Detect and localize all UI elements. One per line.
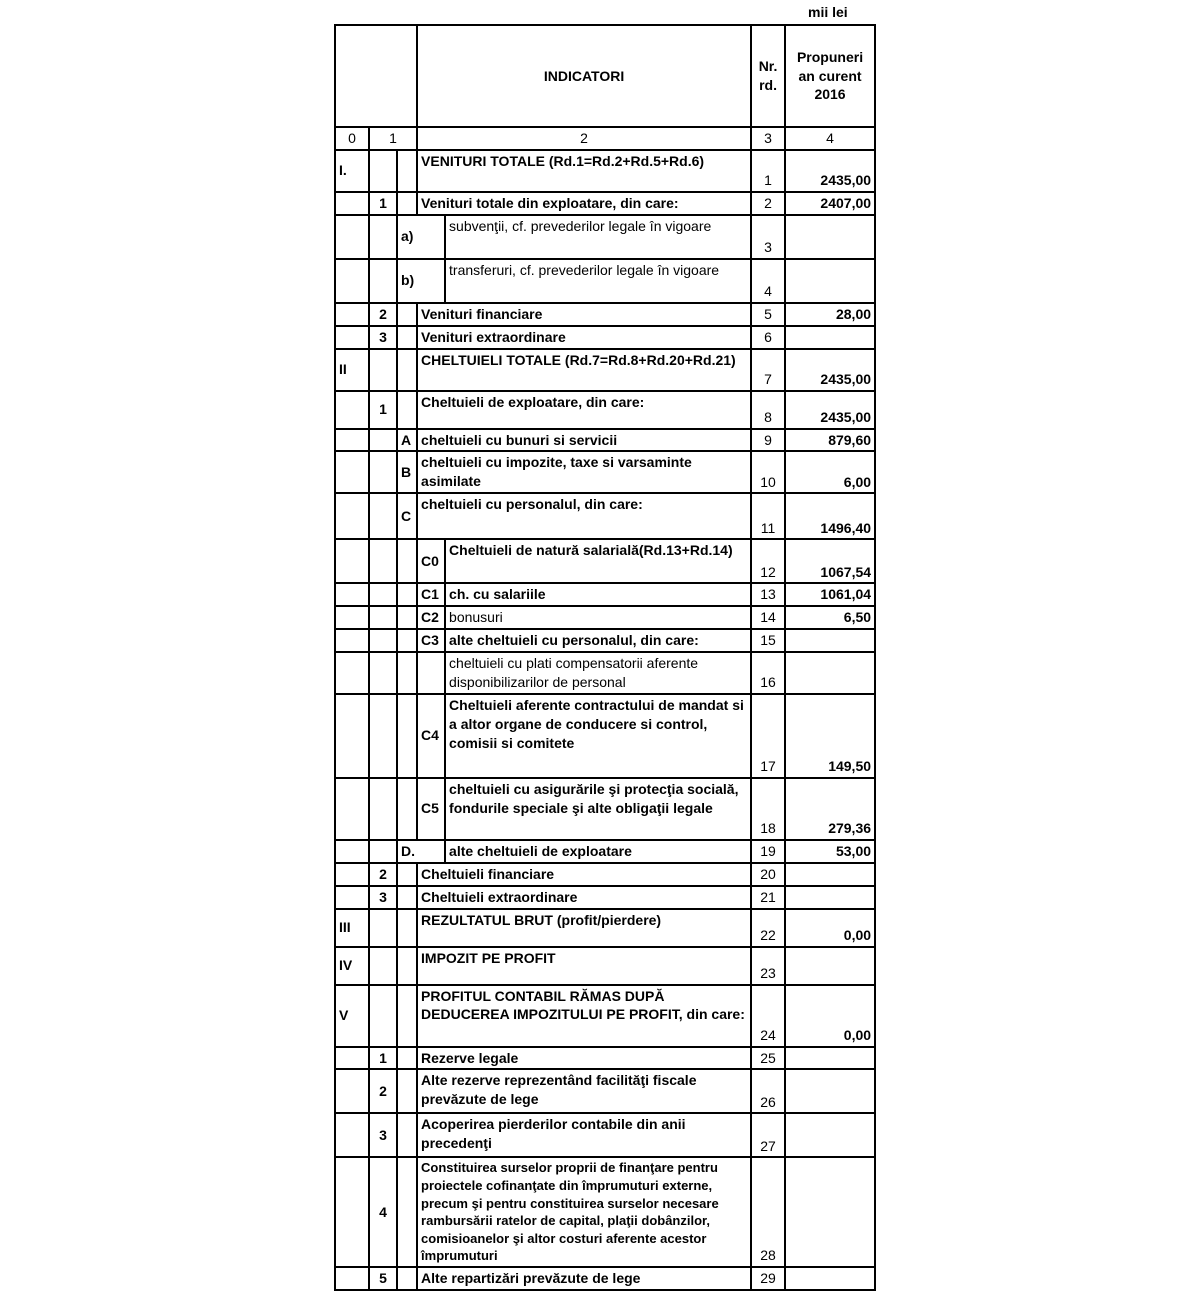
row-number [369, 429, 397, 452]
row-letter-cell [397, 778, 417, 840]
row-sub-code: C0 [417, 539, 445, 583]
row-label: Venituri extraordinare [417, 326, 751, 349]
row-number: 2 [369, 863, 397, 886]
row-label: Cheltuieli de exploatare, din care: [417, 391, 751, 429]
row-label: alte cheltuieli de exploatare [445, 840, 751, 863]
row-value: 1061,04 [785, 583, 875, 606]
table-row [335, 429, 875, 452]
row-number [369, 947, 397, 985]
row-letter-cell [397, 1267, 417, 1290]
row-label: Venituri totale din exploatare, din care: [417, 192, 751, 215]
col-number-2: 2 [417, 127, 751, 150]
row-label: cheltuieli cu personalul, din care: [417, 493, 751, 539]
row-nr: 12 [751, 539, 785, 583]
row-roman [335, 326, 369, 349]
row-label: Cheltuieli financiare [417, 863, 751, 886]
row-roman [335, 451, 369, 493]
row-label: Acoperirea pierderilor contabile din anii precedenţi [417, 1113, 751, 1157]
row-nr: 14 [751, 606, 785, 629]
row-sub-code: C2 [417, 606, 445, 629]
table-row [335, 863, 875, 886]
row-value [785, 1267, 875, 1290]
row-letter: D. [397, 840, 445, 863]
row-nr: 1 [751, 150, 785, 192]
row-value [785, 863, 875, 886]
row-number-cell [369, 629, 397, 652]
row-label: IMPOZIT PE PROFIT [417, 947, 751, 985]
row-label: cheltuieli cu bunuri si servicii [417, 429, 751, 452]
row-label: cheltuieli cu plati compensatorii aferente disponibilizarilor de personal [445, 652, 751, 694]
row-value [785, 259, 875, 303]
row-sub-code: C1 [417, 583, 445, 606]
row-nr: 11 [751, 493, 785, 539]
row-nr: 6 [751, 326, 785, 349]
row-nr: 9 [751, 429, 785, 452]
row-nr: 19 [751, 840, 785, 863]
row-nr: 13 [751, 583, 785, 606]
row-nr: 16 [751, 652, 785, 694]
row-number: 1 [369, 192, 397, 215]
table-row [335, 583, 875, 606]
row-number [369, 493, 397, 539]
row-number: 3 [369, 1113, 397, 1157]
row-roman-cell [335, 694, 369, 778]
row-roman-cell [335, 778, 369, 840]
row-roman-cell [335, 539, 369, 583]
table-row [335, 1069, 875, 1113]
row-letter-cell [397, 349, 417, 391]
row-nr: 29 [751, 1267, 785, 1290]
row-roman-cell [335, 583, 369, 606]
row-roman: III [335, 909, 369, 947]
row-nr: 20 [751, 863, 785, 886]
row-letter: B [397, 451, 417, 493]
row-number: 3 [369, 326, 397, 349]
row-sub-code [417, 652, 445, 694]
table-row [335, 1157, 875, 1266]
column-number-row [335, 127, 875, 150]
col-number-4: 4 [785, 127, 875, 150]
header-blank [335, 25, 417, 127]
row-label: PROFITUL CONTABIL RĂMAS DUPĂ DEDUCEREA IMPOZITULUI PE PROFIT, din care: [417, 985, 751, 1047]
row-value: 279,36 [785, 778, 875, 840]
row-letter-cell [397, 652, 417, 694]
row-roman [335, 840, 369, 863]
row-roman [335, 215, 369, 259]
row-sub-code: C5 [417, 778, 445, 840]
row-roman [335, 391, 369, 429]
table-row [335, 778, 875, 840]
row-letter-cell [397, 150, 417, 192]
row-roman [335, 863, 369, 886]
header-row [335, 25, 875, 127]
row-value [785, 1157, 875, 1266]
row-number [369, 215, 397, 259]
row-roman [335, 192, 369, 215]
row-number [369, 451, 397, 493]
row-roman [335, 429, 369, 452]
row-letter-cell [397, 539, 417, 583]
row-letter-cell [397, 1157, 417, 1266]
row-roman [335, 259, 369, 303]
row-value: 6,50 [785, 606, 875, 629]
row-value: 2435,00 [785, 349, 875, 391]
row-roman: IV [335, 947, 369, 985]
table-row [335, 1047, 875, 1070]
table-row [335, 493, 875, 539]
row-nr: 24 [751, 985, 785, 1047]
table-row [335, 349, 875, 391]
table-row [335, 694, 875, 778]
row-roman: I. [335, 150, 369, 192]
row-nr: 4 [751, 259, 785, 303]
table-row [335, 215, 875, 259]
row-value [785, 629, 875, 652]
row-number: 1 [369, 1047, 397, 1070]
row-nr: 3 [751, 215, 785, 259]
row-letter-cell [397, 192, 417, 215]
row-label: Alte rezerve reprezentând facilităţi fiscale prevăzute de lege [417, 1069, 751, 1113]
row-value: 6,00 [785, 451, 875, 493]
table-row [335, 539, 875, 583]
table-row [335, 451, 875, 493]
row-sub-code: C4 [417, 694, 445, 778]
row-value [785, 1047, 875, 1070]
row-number-cell [369, 694, 397, 778]
row-value: 0,00 [785, 909, 875, 947]
table-row [335, 909, 875, 947]
row-roman-cell [335, 606, 369, 629]
row-nr: 15 [751, 629, 785, 652]
row-label: Constituirea surselor proprii de finanţare pentru proiectele cofinanţate din împrumuturi externe, precum şi pentru constituirea surselor necesare rambursării ratelor de capital, plaţii dobânzilor, comisioanelor şi altor costuri aferente acestor împrumuturi [417, 1157, 751, 1266]
row-label: CHELTUIELI TOTALE (Rd.7=Rd.8+Rd.20+Rd.21) [417, 349, 751, 391]
row-letter-cell [397, 583, 417, 606]
row-sub-code: C3 [417, 629, 445, 652]
row-roman-cell [335, 652, 369, 694]
table-row [335, 840, 875, 863]
table-row [335, 259, 875, 303]
row-value [785, 1069, 875, 1113]
row-number: 2 [369, 303, 397, 326]
row-label: Rezerve legale [417, 1047, 751, 1070]
row-label: bonusuri [445, 606, 751, 629]
row-letter: A [397, 429, 417, 452]
row-label: transferuri, cf. prevederilor legale în vigoare [445, 259, 751, 303]
table-row [335, 886, 875, 909]
row-value: 2435,00 [785, 150, 875, 192]
row-roman [335, 1157, 369, 1266]
row-letter-cell [397, 303, 417, 326]
row-label: Cheltuieli aferente contractului de mandat si a altor organe de conducere si control, comisii si comitete [445, 694, 751, 778]
row-value: 1496,40 [785, 493, 875, 539]
row-number [369, 985, 397, 1047]
row-nr: 5 [751, 303, 785, 326]
header-indicatori: INDICATORI [417, 25, 751, 127]
row-roman [335, 1047, 369, 1070]
row-label: Alte repartizări prevăzute de lege [417, 1267, 751, 1290]
row-value: 2407,00 [785, 192, 875, 215]
row-nr: 27 [751, 1113, 785, 1157]
header-propuneri: Propuneri an curent 2016 [785, 25, 875, 127]
row-roman [335, 493, 369, 539]
row-value: 0,00 [785, 985, 875, 1047]
col-number-0: 0 [335, 127, 369, 150]
row-roman: II [335, 349, 369, 391]
row-nr: 10 [751, 451, 785, 493]
row-letter-cell [397, 886, 417, 909]
row-letter-cell [397, 909, 417, 947]
row-letter-cell [397, 1069, 417, 1113]
row-number-cell [369, 606, 397, 629]
row-roman [335, 1113, 369, 1157]
row-letter-cell [397, 606, 417, 629]
row-value: 1067,54 [785, 539, 875, 583]
row-nr: 21 [751, 886, 785, 909]
row-letter-cell [397, 629, 417, 652]
row-label: subvenţii, cf. prevederilor legale în vigoare [445, 215, 751, 259]
row-roman [335, 303, 369, 326]
row-number-cell [369, 778, 397, 840]
row-value: 149,50 [785, 694, 875, 778]
row-label: cheltuieli cu asigurările şi protecţia socială, fondurile speciale şi alte obligaţii legale [445, 778, 751, 840]
row-value [785, 652, 875, 694]
row-letter-cell [397, 863, 417, 886]
table-row [335, 629, 875, 652]
row-label: REZULTATUL BRUT (profit/pierdere) [417, 909, 751, 947]
table-row [335, 150, 875, 192]
row-value [785, 886, 875, 909]
table-row [335, 1113, 875, 1157]
row-label: Cheltuieli extraordinare [417, 886, 751, 909]
table-row [335, 652, 875, 694]
row-nr: 8 [751, 391, 785, 429]
row-nr: 2 [751, 192, 785, 215]
row-number: 5 [369, 1267, 397, 1290]
table-row [335, 391, 875, 429]
row-value: 879,60 [785, 429, 875, 452]
row-number-cell [369, 652, 397, 694]
table-row [335, 985, 875, 1047]
col-number-1: 1 [369, 127, 417, 150]
row-number: 4 [369, 1157, 397, 1266]
row-nr: 26 [751, 1069, 785, 1113]
row-letter: a) [397, 215, 445, 259]
table-row [335, 192, 875, 215]
header-nr-rd: Nr. rd. [751, 25, 785, 127]
row-nr: 23 [751, 947, 785, 985]
row-number: 3 [369, 886, 397, 909]
row-value: 28,00 [785, 303, 875, 326]
row-number-cell [369, 583, 397, 606]
row-roman-cell [335, 629, 369, 652]
row-letter-cell [397, 947, 417, 985]
row-roman [335, 886, 369, 909]
row-number: 2 [369, 1069, 397, 1113]
table-row [335, 326, 875, 349]
row-value: 2435,00 [785, 391, 875, 429]
row-nr: 18 [751, 778, 785, 840]
row-value [785, 215, 875, 259]
table-row [335, 303, 875, 326]
row-letter: C [397, 493, 417, 539]
row-number-cell [369, 539, 397, 583]
row-value [785, 947, 875, 985]
row-number [369, 909, 397, 947]
row-number: 1 [369, 391, 397, 429]
row-nr: 28 [751, 1157, 785, 1266]
row-nr: 17 [751, 694, 785, 778]
row-roman [335, 1267, 369, 1290]
table-row [335, 606, 875, 629]
col-number-3: 3 [751, 127, 785, 150]
row-value [785, 326, 875, 349]
row-label: VENITURI TOTALE (Rd.1=Rd.2+Rd.5+Rd.6) [417, 150, 751, 192]
row-value [785, 1113, 875, 1157]
row-roman: V [335, 985, 369, 1047]
row-number [369, 840, 397, 863]
row-number [369, 150, 397, 192]
row-letter-cell [397, 1047, 417, 1070]
row-nr: 25 [751, 1047, 785, 1070]
table-row [335, 1267, 875, 1290]
row-value: 53,00 [785, 840, 875, 863]
row-letter-cell [397, 326, 417, 349]
row-roman [335, 1069, 369, 1113]
table-row [335, 947, 875, 985]
budget-table [334, 24, 876, 1291]
row-label: cheltuieli cu impozite, taxe si varsaminte asimilate [417, 451, 751, 493]
unit-label: mii lei [808, 4, 848, 20]
row-number [369, 349, 397, 391]
row-label: Venituri financiare [417, 303, 751, 326]
row-nr: 7 [751, 349, 785, 391]
row-letter: b) [397, 259, 445, 303]
row-letter-cell [397, 694, 417, 778]
row-label: alte cheltuieli cu personalul, din care: [445, 629, 751, 652]
row-nr: 22 [751, 909, 785, 947]
row-letter-cell [397, 1113, 417, 1157]
row-letter-cell [397, 985, 417, 1047]
row-label: ch. cu salariile [445, 583, 751, 606]
row-number [369, 259, 397, 303]
row-letter-cell [397, 391, 417, 429]
row-label: Cheltuieli de natură salarială(Rd.13+Rd.14) [445, 539, 751, 583]
